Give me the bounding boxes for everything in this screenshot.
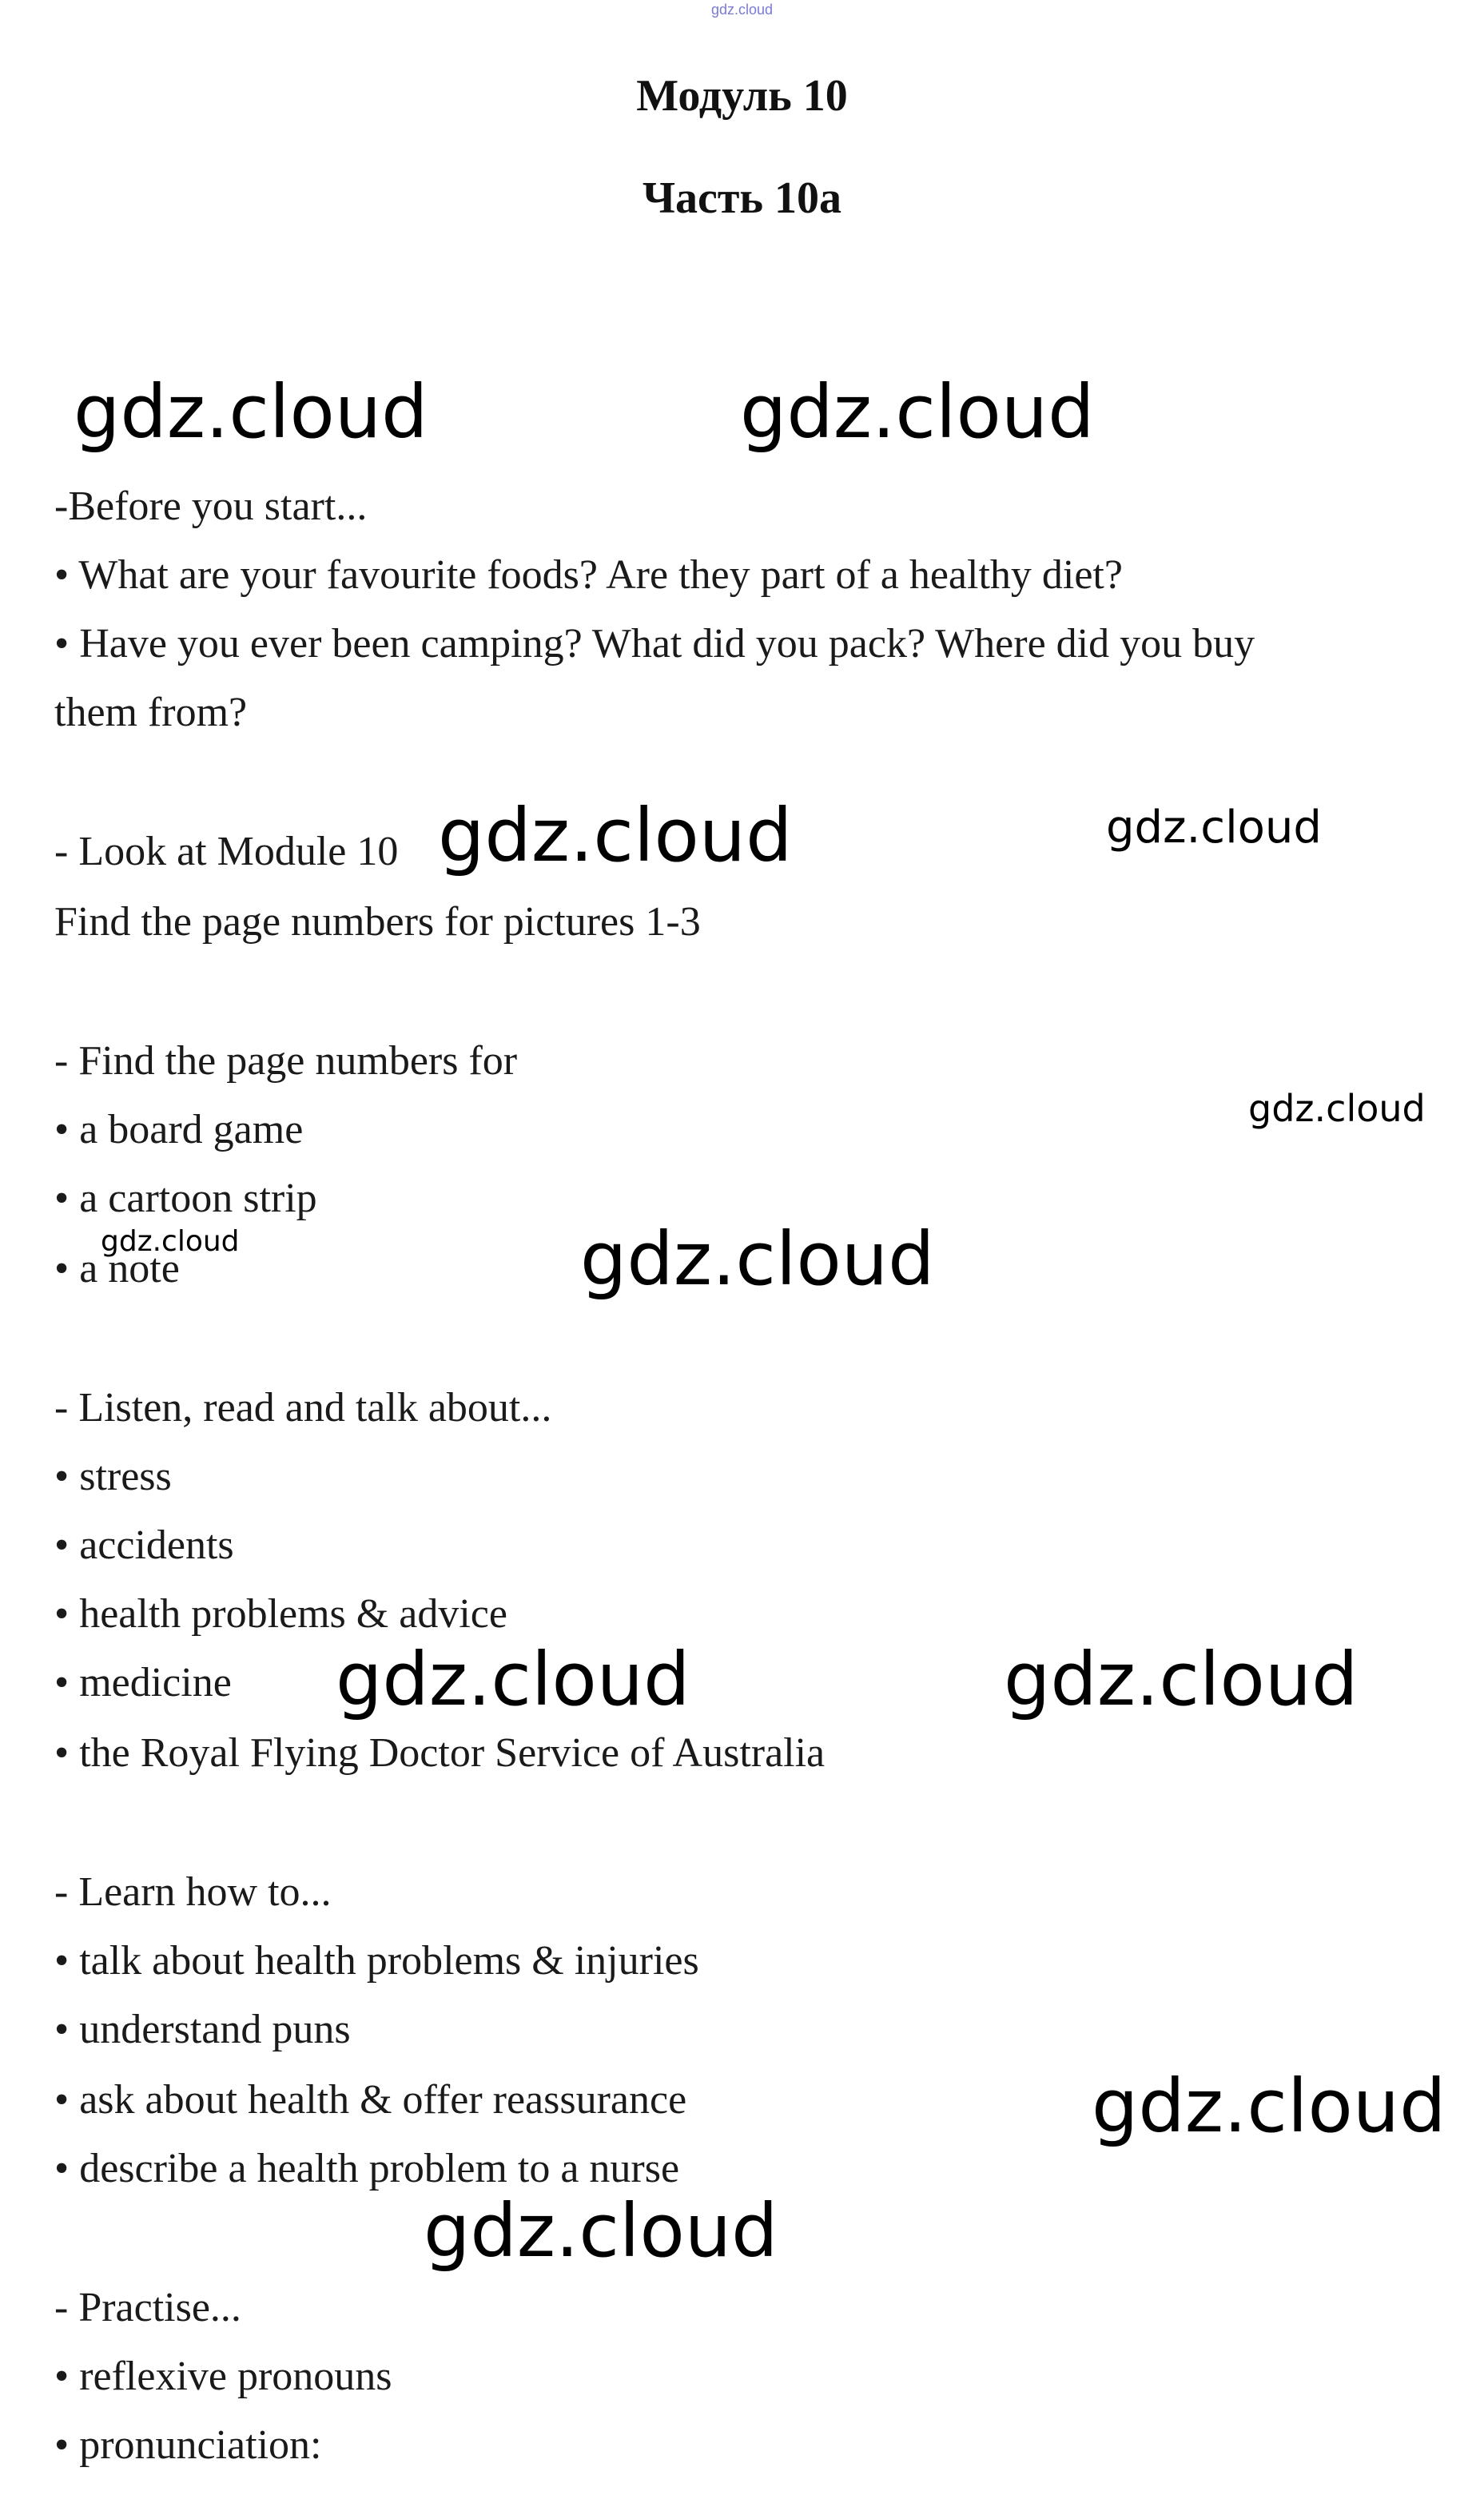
- section-find-page-numbers: - Find the page numbers for: [54, 1038, 518, 1084]
- list-item: • understand puns: [54, 2007, 351, 2052]
- list-item: • a cartoon strip: [54, 1176, 317, 1221]
- watermark-logo: gdz.cloud: [74, 369, 428, 455]
- list-item: • talk about health problems & injuries: [54, 1938, 699, 1984]
- list-item: • medicine: [54, 1660, 232, 1705]
- list-item: • health problems & advice: [54, 1591, 507, 1637]
- watermark-logo: gdz.cloud: [1248, 1087, 1426, 1130]
- list-item: • pronunciation:: [54, 2422, 322, 2468]
- module-title: Модуль 10: [636, 71, 848, 121]
- list-item: • the Royal Flying Doctor Service of Australia: [54, 1730, 826, 1776]
- text-line: Find the page numbers for pictures 1-3: [54, 899, 701, 945]
- watermark-logo: gdz.cloud: [1106, 802, 1322, 854]
- watermark-logo: gdz.cloud: [1004, 1637, 1359, 1722]
- watermark-logo: gdz.cloud: [336, 1637, 690, 1722]
- list-item-continuation: them from?: [54, 690, 248, 735]
- section-before-you-start: -Before you start...: [54, 484, 368, 529]
- list-item: • a board game: [54, 1107, 304, 1152]
- section-learn-how-to: - Learn how to...: [54, 1869, 332, 1915]
- section-practise: - Practise...: [54, 2285, 241, 2330]
- source-watermark-top: gdz.cloud: [710, 2, 774, 18]
- list-item: • stress: [54, 1454, 172, 1499]
- list-item: • a note: [54, 1246, 180, 1291]
- list-item: • accidents: [54, 1522, 234, 1568]
- watermark-logo: gdz.cloud: [424, 2188, 778, 2274]
- watermark-logo: gdz.cloud: [580, 1216, 935, 1302]
- list-item: • Have you ever been camping? What did you pack? Where did you buy: [54, 621, 1255, 667]
- section-look-at-module: - Look at Module 10: [54, 829, 399, 874]
- watermark-logo: gdz.cloud: [438, 793, 793, 878]
- watermark-logo: gdz.cloud: [1092, 2063, 1446, 2149]
- part-title: Часть 10a: [642, 173, 842, 223]
- watermark-logo: gdz.cloud: [740, 369, 1095, 455]
- list-item: • ask about health & offer reassurance: [54, 2077, 687, 2123]
- section-listen-read-talk: - Listen, read and talk about...: [54, 1385, 552, 1431]
- list-item: • reflexive pronouns: [54, 2354, 392, 2399]
- list-item: • describe a health problem to a nurse: [54, 2146, 680, 2191]
- list-item: • What are your favourite foods? Are they part of a healthy diet?: [54, 552, 1123, 598]
- watermark-logo: gdz.cloud: [101, 1225, 240, 1258]
